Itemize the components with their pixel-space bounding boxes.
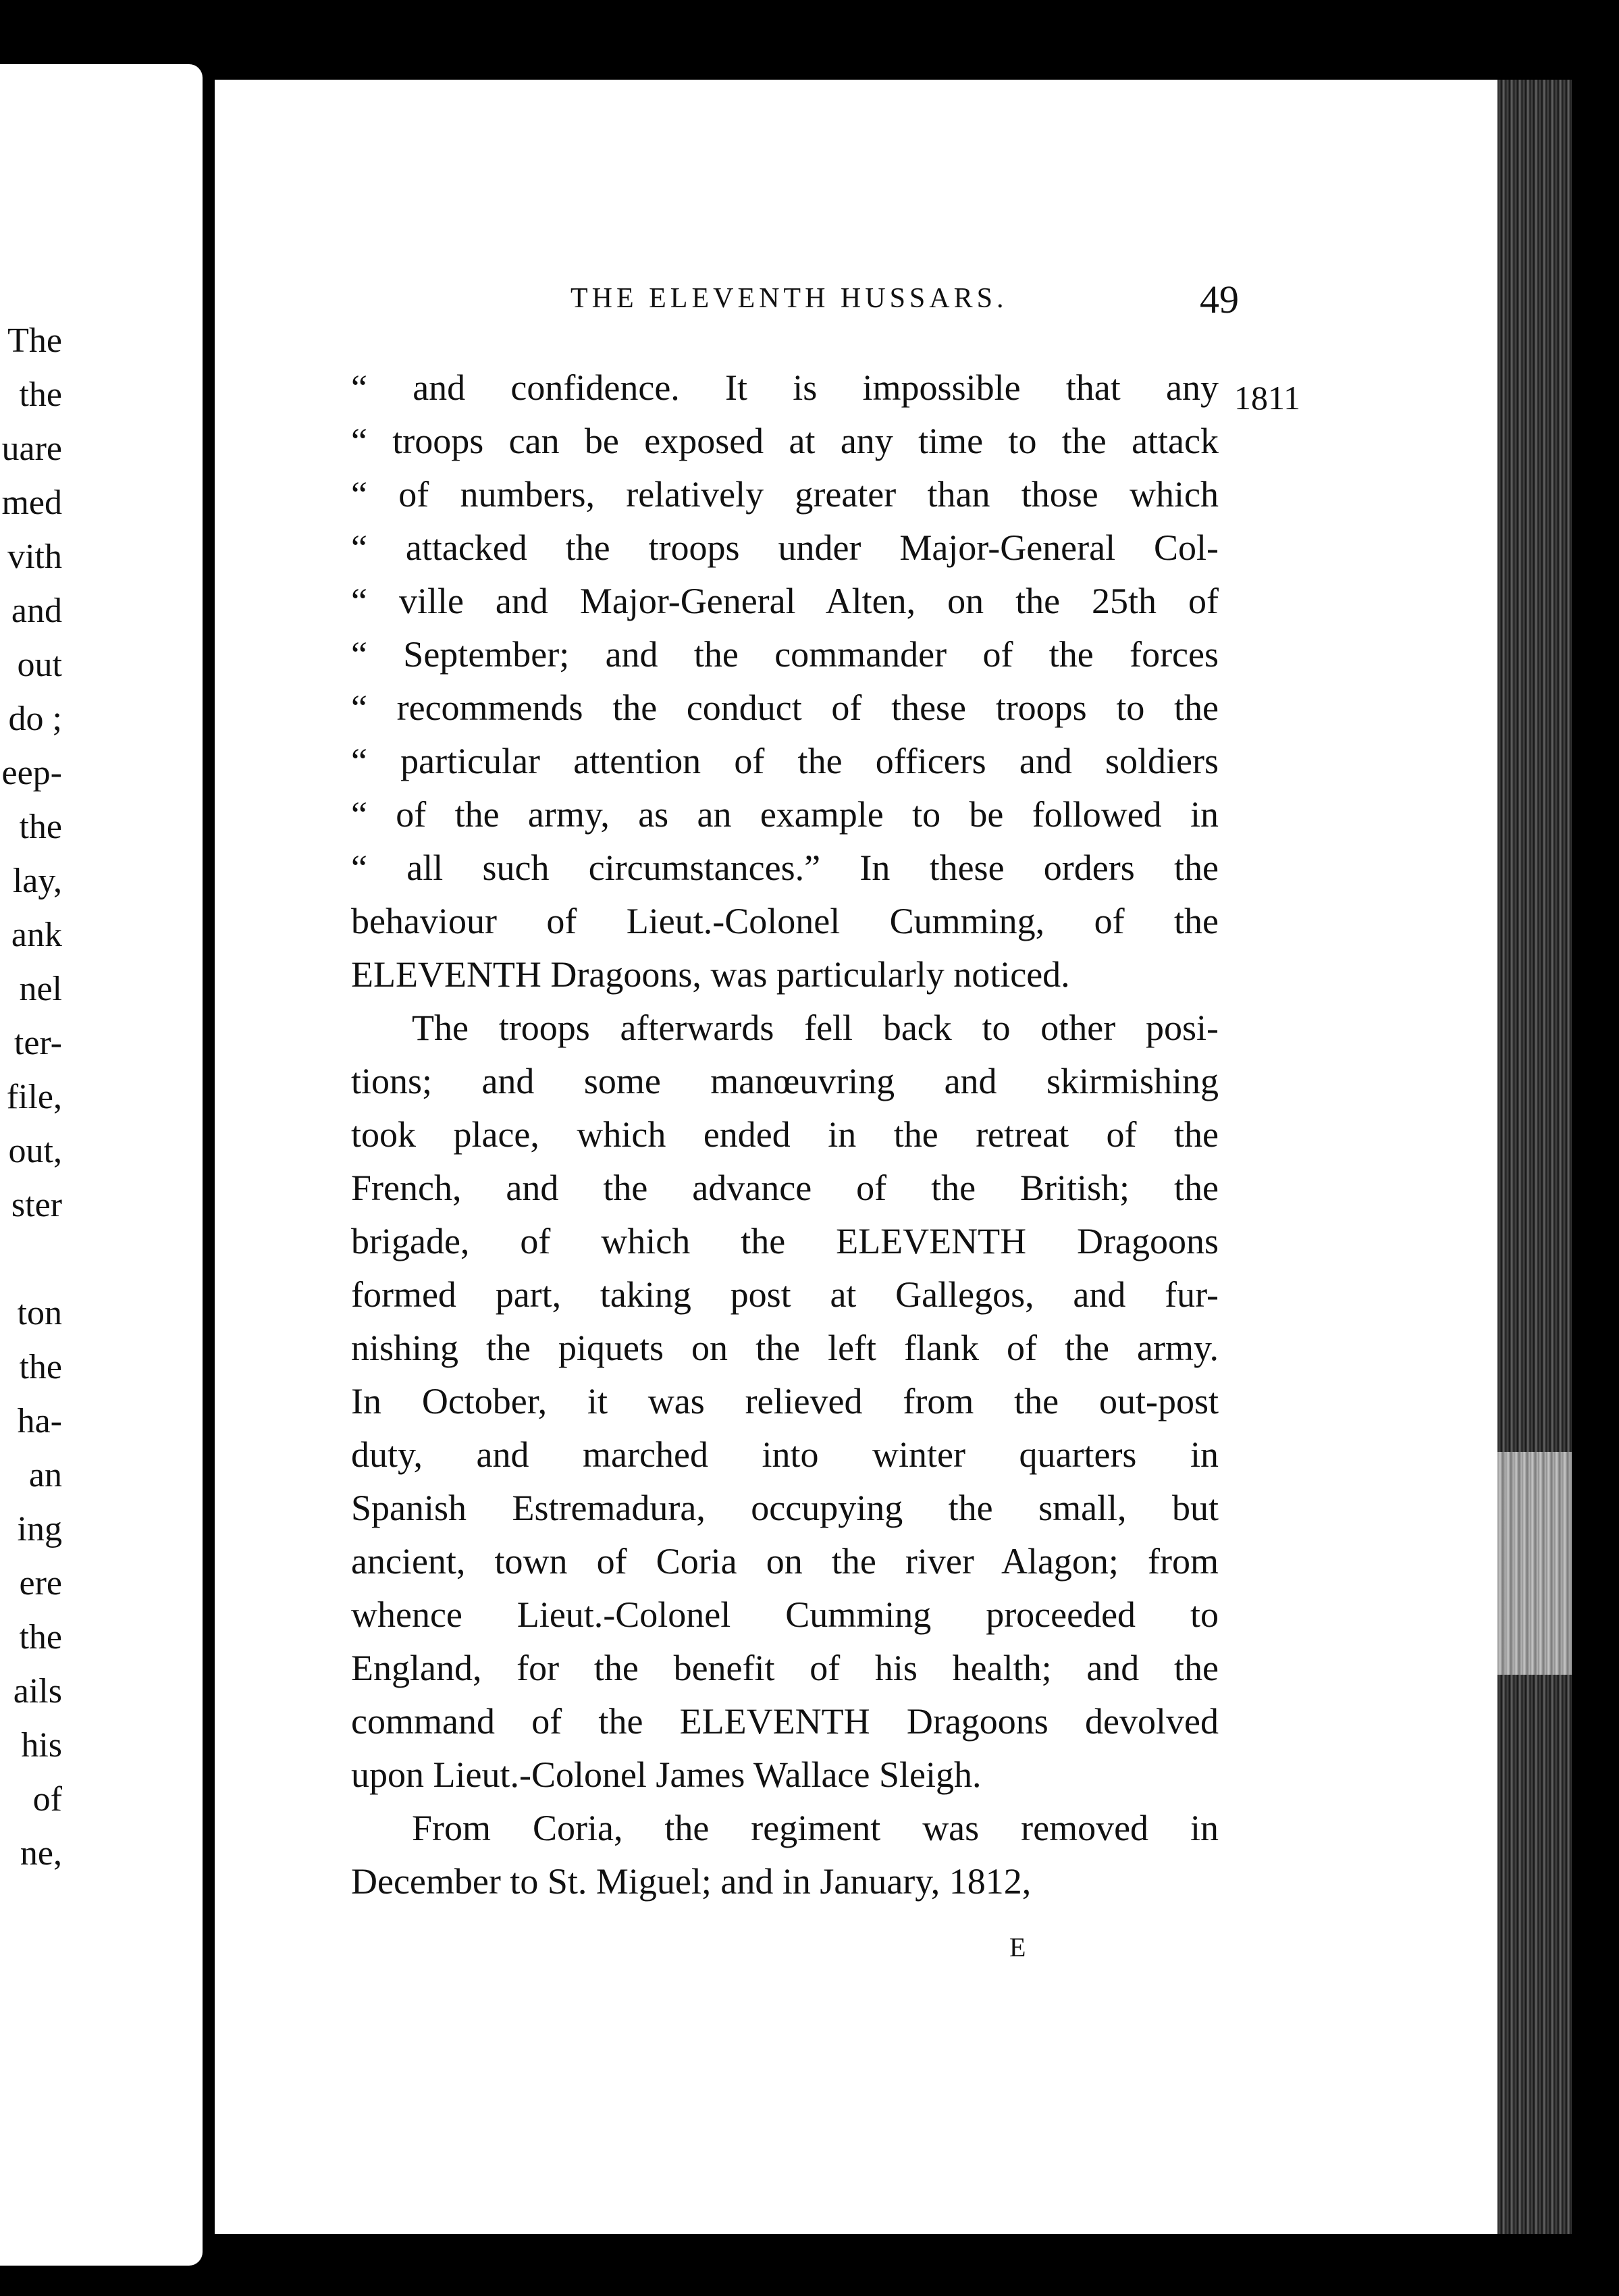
text-line: “ of the army, as an example to be followed in [351, 794, 1219, 835]
left-page-fragment: ing [17, 1510, 62, 1548]
left-page-fragment: of [32, 1780, 62, 1819]
left-page-fragment: ton [17, 1294, 62, 1332]
signature-mark: E [1009, 1932, 1026, 1962]
left-page-fragment: med [1, 484, 62, 522]
text-line: behaviour of Lieut.-Colonel Cumming, of the [351, 901, 1219, 941]
text-line: “ ville and Major-General Alten, on the 25th of [351, 581, 1219, 621]
text-line: England, for the benefit of his health; and the [351, 1648, 1219, 1688]
text-line: “ of numbers, relatively greater than those which [351, 474, 1219, 515]
text-line: formed part, taking post at Gallegos, and fur- [351, 1274, 1219, 1315]
left-page-fragment: ha- [17, 1402, 62, 1440]
left-page-fragment: the [19, 808, 62, 846]
left-page-fragment: his [21, 1726, 62, 1765]
left-page-fragment: an [28, 1456, 62, 1494]
left-page-fragment: the [19, 1348, 62, 1386]
text-line: In October, it was relieved from the out-post [351, 1381, 1219, 1421]
left-page-fragment: ere [19, 1564, 62, 1602]
text-line: The troops afterwards fell back to other posi- [412, 1008, 1219, 1048]
text-line: December to St. Miguel; and in January, 1812, [351, 1861, 1032, 1902]
text-line: ancient, town of Coria on the river Alagon; from [351, 1541, 1219, 1582]
left-page-fragment: eep- [1, 754, 62, 792]
page-header [570, 277, 1239, 331]
left-page-fragment: out, [8, 1132, 62, 1170]
left-page-fragment: do ; [8, 700, 62, 738]
text-line: brigade, of which the ELEVENTH Dragoons [351, 1221, 1219, 1261]
page-edge-stain [1497, 1452, 1572, 1675]
text-line: nishing the piquets on the left flank of the army. [351, 1328, 1219, 1368]
text-line: took place, which ended in the retreat of the [351, 1114, 1219, 1155]
running-head: THE ELEVENTH HUSSARS. [570, 283, 1008, 314]
left-facing-page [0, 64, 203, 2266]
left-page-fragment: nel [19, 970, 62, 1008]
left-page-fragment: the [19, 1618, 62, 1656]
text-line: “ troops can be exposed at any time to the attack [351, 421, 1219, 461]
left-page-fragment: ter- [14, 1024, 62, 1062]
margin-year-note: 1811 [1234, 379, 1301, 417]
left-page-fragment: and [11, 592, 62, 630]
text-line: upon Lieut.-Colonel James Wallace Sleigh. [351, 1754, 982, 1795]
left-page-fragment: ank [11, 916, 62, 954]
page-number: 49 [1200, 278, 1239, 321]
text-line: Spanish Estremadura, occupying the small, but [351, 1488, 1219, 1528]
text-line: duty, and marched into winter quarters in [351, 1434, 1219, 1475]
left-page-fragment: uare [1, 429, 62, 468]
text-line: “ and confidence. It is impossible that any [351, 367, 1219, 408]
left-page-fragment: ster [11, 1186, 62, 1224]
body-text [351, 361, 1219, 1908]
left-page-fragment: ails [13, 1672, 62, 1711]
left-page-fragment: out [17, 646, 62, 684]
text-line: tions; and some manœuvring and skirmishing [351, 1061, 1219, 1101]
text-line: French, and the advance of the British; the [351, 1168, 1219, 1208]
text-line: “ attacked the troops under Major-General Col- [351, 527, 1219, 568]
text-line: “ all such circumstances.” In these orders the [351, 847, 1219, 888]
left-page-fragment: file, [6, 1078, 62, 1116]
text-line: “ September; and the commander of the forces [351, 634, 1219, 675]
page-edge [1497, 80, 1572, 2234]
left-page-fragment: ne, [20, 1834, 62, 1873]
text-line: From Coria, the regiment was removed in [412, 1808, 1219, 1848]
text-line: “ recommends the conduct of these troops to the [351, 687, 1219, 728]
text-line: ELEVENTH Dragoons, was particularly noticed. [351, 954, 1070, 995]
text-line: whence Lieut.-Colonel Cumming proceeded to [351, 1594, 1219, 1635]
text-line: command of the ELEVENTH Dragoons devolved [351, 1701, 1219, 1742]
left-page-fragment: The [7, 321, 62, 360]
left-page-fragment: lay, [12, 862, 62, 900]
left-page-fragment: vith [7, 538, 62, 576]
left-page-fragment: the [19, 375, 62, 414]
text-line: “ particular attention of the officers and soldiers [351, 741, 1219, 781]
